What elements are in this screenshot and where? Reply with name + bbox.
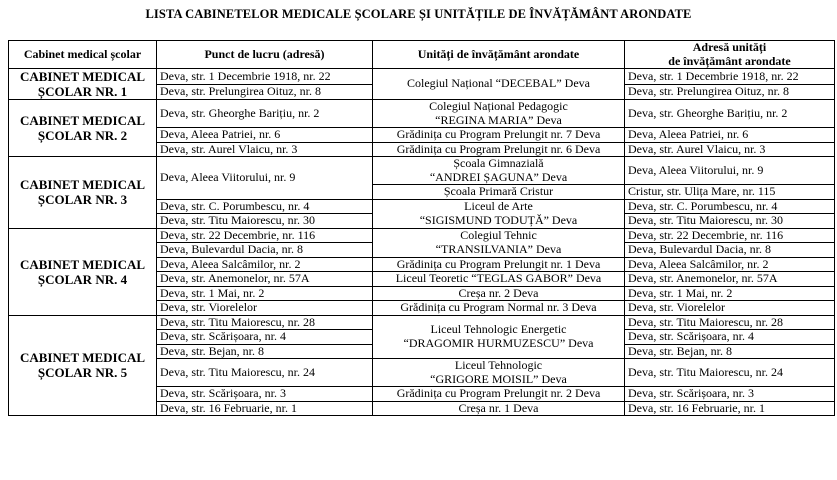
cabinet-2-line2: ȘCOLAR NR. 2: [37, 128, 128, 143]
punct-cell: Deva, str. Aurel Vlaicu, nr. 3: [157, 142, 373, 157]
adresa-cell: Deva, str. Scărișoara, nr. 3: [625, 387, 835, 402]
adresa-cell: Deva, str. Titu Maiorescu, nr. 24: [625, 359, 835, 387]
unitate-line1: Școala Gimnazială: [453, 156, 544, 170]
punct-cell: Deva, str. 22 Decembrie, nr. 116: [157, 228, 373, 243]
cabinet-3-cell: [9, 157, 157, 229]
unitate-cell: Liceul Teoretic “TEGLAS GABOR” Deva: [373, 272, 625, 287]
cabinet-3-line2: ȘCOLAR NR. 3: [37, 192, 128, 208]
punct-cell: Deva, Aleea Patriei, nr. 6: [157, 128, 373, 143]
unitate-cell: [373, 228, 625, 257]
table-row: [9, 157, 835, 185]
punct-cell: Deva, str. Titu Maiorescu, nr. 30: [157, 214, 373, 229]
cabinet-1-cell: [9, 69, 157, 100]
punct-cell: Deva, Bulevardul Dacia, nr. 8: [157, 243, 373, 258]
cabinets-table: [8, 40, 835, 416]
header-adresa-line1: Adresă unități: [692, 40, 767, 54]
adresa-cell: Deva, str. 1 Decembrie 1918, nr. 22: [625, 69, 835, 85]
punct-cell: Deva, str. 1 Decembrie 1918, nr. 22: [157, 69, 373, 85]
unitate-cell: Colegiul Național “DECEBAL” Deva: [373, 69, 625, 100]
unitate-cell: Creșa nr. 2 Deva: [373, 286, 625, 301]
cabinet-2-line1: CABINET MEDICAL: [19, 113, 146, 128]
adresa-cell: Deva, str. 22 Decembrie, nr. 116: [625, 228, 835, 243]
table-header-row: [9, 41, 835, 69]
adresa-cell: Deva, str. Prelungirea Oituz, nr. 8: [625, 84, 835, 100]
cabinet-2-cell: [9, 100, 157, 157]
cabinet-5-cell: [9, 315, 157, 416]
punct-cell: Deva, str. Scărișoara, nr. 4: [157, 330, 373, 345]
punct-cell: Deva, str. Bejan, nr. 8: [157, 344, 373, 359]
table-row: [9, 315, 835, 330]
unitate-cell: Grădinița cu Program Prelungit nr. 1 Deva: [373, 257, 625, 272]
adresa-cell: Deva, Aleea Viitorului, nr. 9: [625, 157, 835, 185]
adresa-cell: Deva, Aleea Patriei, nr. 6: [625, 128, 835, 143]
table-row: [9, 69, 835, 85]
unitate-line2: “TRANSILVANIA” Deva: [435, 241, 562, 256]
unitate-cell: Grădinița cu Program Prelungit nr. 2 Deva: [373, 387, 625, 402]
punct-cell: Deva, str. Titu Maiorescu, nr. 28: [157, 315, 373, 330]
adresa-cell: Deva, str. C. Porumbescu, nr. 4: [625, 199, 835, 214]
unitate-line1: Liceul Tehnologic: [454, 358, 543, 372]
cabinet-3-line1: CABINET MEDICAL: [19, 177, 146, 193]
unitate-line2: “DRAGOMIR HURMUZESCU” Deva: [403, 335, 594, 350]
cabinet-4-cell: [9, 228, 157, 315]
unitate-cell: Școala Primară Cristur: [373, 185, 625, 200]
cabinet-4-line2: ȘCOLAR NR. 4: [37, 271, 128, 287]
punct-cell: Deva, str. Anemonelor, nr. 57A: [157, 272, 373, 287]
header-unitati: Unități de învățământ arondate: [373, 41, 625, 69]
adresa-cell: Deva, Bulevardul Dacia, nr. 8: [625, 243, 835, 258]
adresa-cell: Deva, str. Viorelelor: [625, 301, 835, 316]
punct-cell: Deva, str. Prelungirea Oituz, nr. 8: [157, 84, 373, 100]
adresa-cell: Deva, str. Bejan, nr. 8: [625, 344, 835, 359]
page-title: LISTA CABINETELOR MEDICALE ȘCOLARE ȘI UNITĂȚILE DE ÎNVĂȚĂMÂNT ARONDATE: [145, 7, 692, 21]
punct-cell: Deva, str. C. Porumbescu, nr. 4: [157, 199, 373, 214]
punct-cell: Deva, str. Scărișoara, nr. 3: [157, 387, 373, 402]
header-adresa-unitati: [625, 41, 835, 69]
unitate-cell: Grădinița cu Program Normal nr. 3 Deva: [373, 301, 625, 316]
unitate-cell: Grădinița cu Program Prelungit nr. 6 Deva: [373, 142, 625, 157]
cabinet-1-line1: CABINET MEDICAL: [19, 69, 146, 84]
unitate-cell: [373, 315, 625, 359]
cabinet-4-line1: CABINET MEDICAL: [19, 256, 146, 272]
unitate-cell: [373, 199, 625, 228]
unitate-line2: “REGINA MARIA” Deva: [435, 112, 562, 127]
cabinet-1-line2: ȘCOLAR NR. 1: [37, 84, 128, 99]
adresa-cell: Deva, str. Gheorghe Barițiu, nr. 2: [625, 100, 835, 128]
table-row: [9, 228, 835, 243]
adresa-cell: Deva, str. Titu Maiorescu, nr. 28: [625, 315, 835, 330]
unitate-line1: Liceul de Arte: [464, 199, 533, 213]
header-adresa-line2: de învățământ arondate: [668, 53, 791, 68]
punct-cell: Deva, str. 1 Mai, nr. 2: [157, 286, 373, 301]
adresa-cell: Deva, str. Aurel Vlaicu, nr. 3: [625, 142, 835, 157]
cabinet-5-line2: ȘCOLAR NR. 5: [37, 365, 128, 381]
unitate-line2: “SIGISMUND TODUȚĂ” Deva: [419, 212, 578, 227]
punct-cell: Deva, str. Titu Maiorescu, nr. 24: [157, 359, 373, 387]
punct-cell: Deva, str. Gheorghe Barițiu, nr. 2: [157, 100, 373, 128]
header-punct-de-lucru: Punct de lucru (adresă): [157, 41, 373, 69]
unitate-line1: Colegiul Tehnic: [460, 228, 537, 242]
table-row: [9, 100, 835, 128]
adresa-cell: Cristur, str. Ulița Mare, nr. 115: [625, 185, 835, 200]
unitate-cell: [373, 359, 625, 387]
punct-cell: Deva, str. 16 Februarie, nr. 1: [157, 401, 373, 416]
unitate-line2: “GRIGORE MOISIL” Deva: [430, 371, 567, 386]
punct-cell: Deva, str. Viorelelor: [157, 301, 373, 316]
unitate-cell: Creșa nr. 1 Deva: [373, 401, 625, 416]
adresa-cell: Deva, str. Scărișoara, nr. 4: [625, 330, 835, 345]
punct-cell: Deva, Aleea Viitorului, nr. 9: [157, 157, 373, 200]
unitate-cell: [373, 100, 625, 128]
unitate-line1: Liceul Tehnologic Energetic: [430, 322, 567, 337]
unitate-line2: “ANDREI ȘAGUNA” Deva: [429, 169, 568, 184]
adresa-cell: Deva, str. 1 Mai, nr. 2: [625, 286, 835, 301]
cabinet-5-line1: CABINET MEDICAL: [19, 350, 146, 366]
adresa-cell: Deva, str. Titu Maiorescu, nr. 30: [625, 214, 835, 229]
unitate-cell: [373, 157, 625, 185]
adresa-cell: Deva, str. Anemonelor, nr. 57A: [625, 272, 835, 287]
adresa-cell: Deva, str. 16 Februarie, nr. 1: [625, 401, 835, 416]
punct-cell: Deva, Aleea Salcâmilor, nr. 2: [157, 257, 373, 272]
header-cabinet: Cabinet medical școlar: [9, 41, 157, 69]
adresa-cell: Deva, Aleea Salcâmilor, nr. 2: [625, 257, 835, 272]
unitate-cell: Grădinița cu Program Prelungit nr. 7 Deva: [373, 128, 625, 143]
unitate-line1: Colegiul Național Pedagogic: [429, 99, 568, 113]
